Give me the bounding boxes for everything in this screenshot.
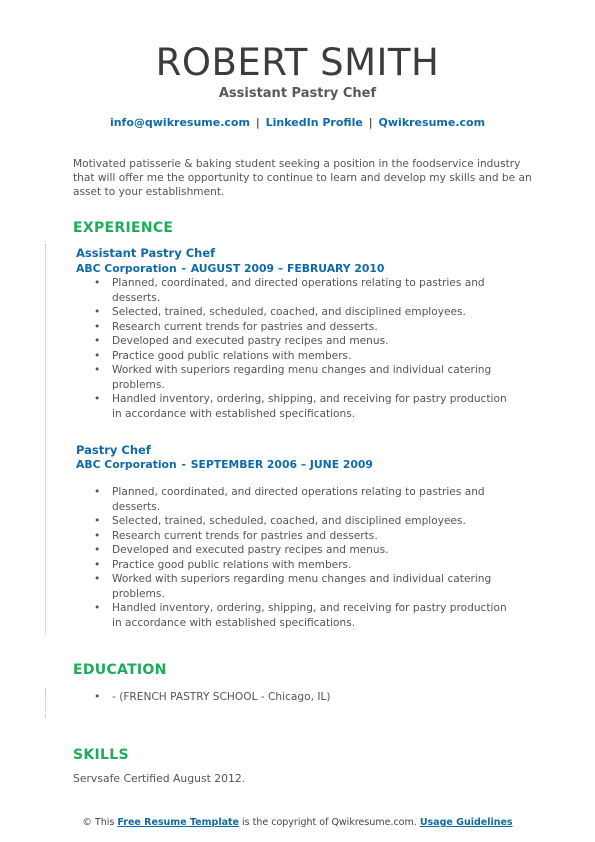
footer-prefix: © This xyxy=(82,817,115,828)
list-item: • Worked with superiors regarding menu changes and individual catering problems. xyxy=(94,572,514,601)
list-item: • Research current trends for pastries and desserts. xyxy=(94,320,514,335)
footer-middle: is the copyright of Qwikresume.com. xyxy=(242,817,417,828)
website-link[interactable]: Qwikresume.com xyxy=(378,116,486,129)
education-list xyxy=(94,690,514,705)
candidate-name: ROBERT SMITH xyxy=(155,41,440,84)
list-item: • Handled inventory, ordering, shipping, and receiving for pastry production in accordance with established specifications. xyxy=(94,601,514,630)
job-title: Pastry Chef xyxy=(76,443,151,457)
skills-text: Servsafe Certified August 2012. xyxy=(73,772,246,785)
contact-line xyxy=(0,116,595,129)
job-bullets xyxy=(94,485,514,630)
job-meta xyxy=(76,458,373,471)
meta-dash: - xyxy=(181,262,186,275)
footer xyxy=(0,817,595,828)
list-item: • Planned, coordinated, and directed operations relating to pastries and desserts. xyxy=(94,276,514,305)
list-item: • Selected, trained, scheduled, coached, and disciplined employees. xyxy=(94,514,514,529)
contact-separator: | xyxy=(255,116,260,129)
list-item: • Practice good public relations with members. xyxy=(94,349,514,364)
company-name: ABC Corporation xyxy=(76,458,177,471)
skills-heading: SKILLS xyxy=(73,747,129,763)
section-divider xyxy=(45,244,46,634)
contact-separator: | xyxy=(368,116,373,129)
free-resume-template-link[interactable]: Free Resume Template xyxy=(117,817,239,828)
list-item: • Selected, trained, scheduled, coached, and disciplined employees. xyxy=(94,305,514,320)
list-item: • Practice good public relations with members. xyxy=(94,558,514,573)
list-item: • Developed and executed pastry recipes and menus. xyxy=(94,334,514,349)
job-dates: SEPTEMBER 2006 – JUNE 2009 xyxy=(190,458,373,471)
list-item: • Worked with superiors regarding menu changes and individual catering problems. xyxy=(94,363,514,392)
meta-dash: - xyxy=(181,458,186,471)
job-bullets xyxy=(94,276,514,421)
section-divider xyxy=(45,688,46,718)
list-item: • - (FRENCH PASTRY SCHOOL - Chicago, IL) xyxy=(94,690,514,705)
company-name: ABC Corporation xyxy=(76,262,177,275)
linkedin-link[interactable]: LinkedIn Profile xyxy=(265,116,363,129)
list-item: • Planned, coordinated, and directed operations relating to pastries and desserts. xyxy=(94,485,514,514)
list-item: • Research current trends for pastries and desserts. xyxy=(94,529,514,544)
education-heading: EDUCATION xyxy=(73,662,167,678)
job-meta xyxy=(76,262,384,275)
job-title: Assistant Pastry Chef xyxy=(76,246,216,260)
list-item: • Handled inventory, ordering, shipping, and receiving for pastry production in accordance with established specifications. xyxy=(94,392,514,421)
candidate-title: Assistant Pastry Chef xyxy=(218,86,377,101)
summary-text: Motivated patisserie & baking student seeking a position in the foodservice industry that will offer me the opportunity to continue to learn and develop my skills and be an asset to your establishment. xyxy=(73,158,532,198)
usage-guidelines-link[interactable]: Usage Guidelines xyxy=(419,817,513,828)
experience-heading: EXPERIENCE xyxy=(73,220,174,236)
list-item: • Developed and executed pastry recipes and menus. xyxy=(94,543,514,558)
job-dates: AUGUST 2009 – FEBRUARY 2010 xyxy=(190,262,385,275)
email-link[interactable]: info@qwikresume.com xyxy=(109,116,250,129)
